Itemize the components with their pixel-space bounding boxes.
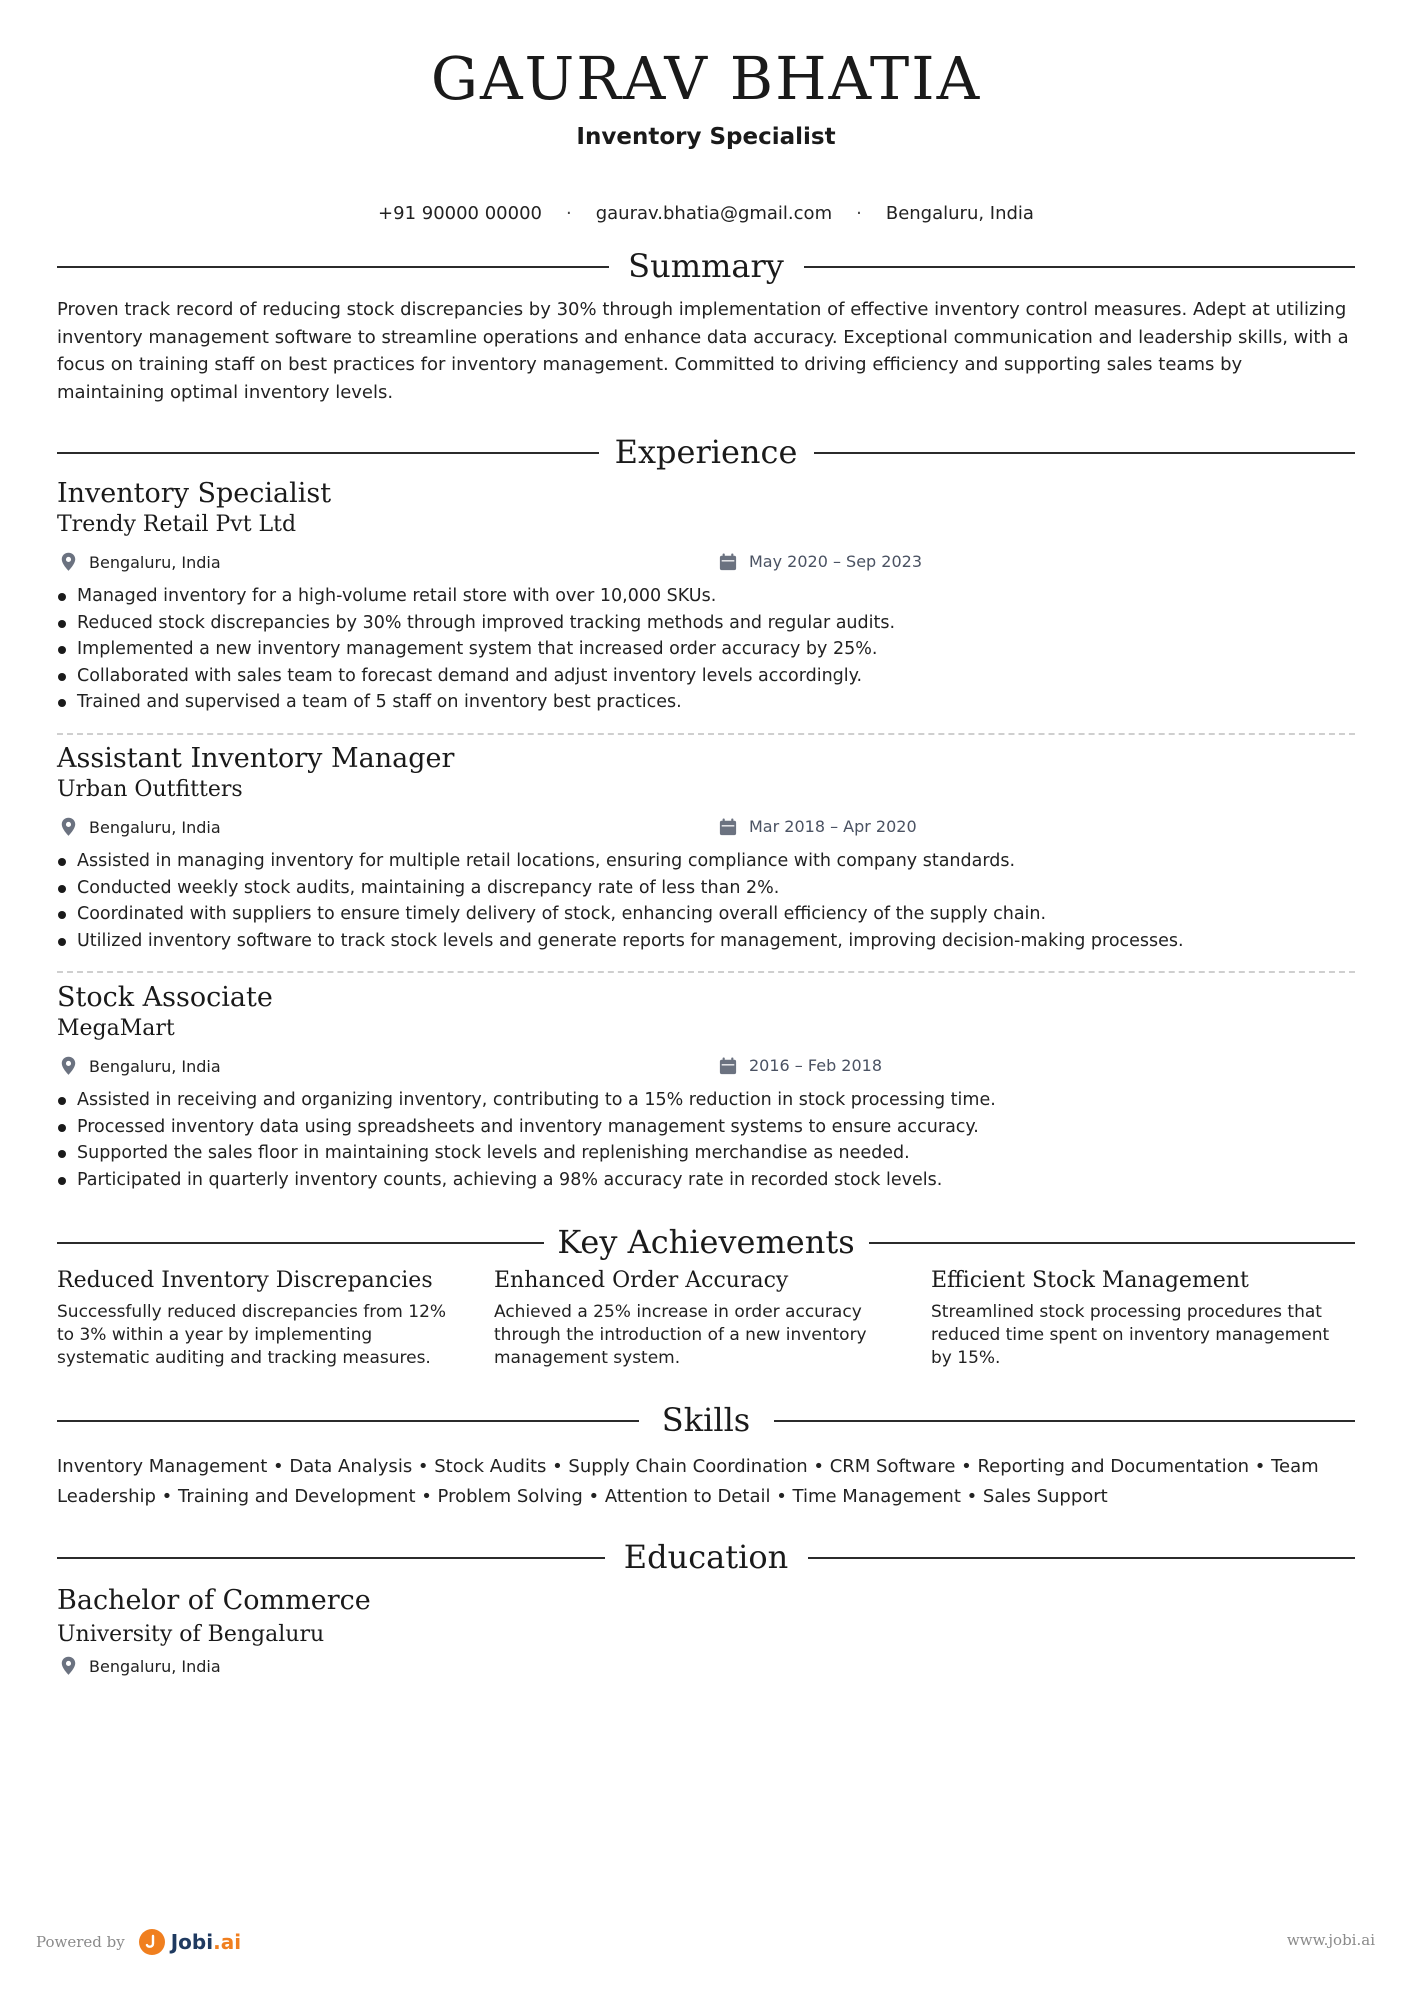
job-location-text: Bengaluru, India xyxy=(89,817,221,837)
email[interactable]: gaurav.bhatia@gmail.com xyxy=(595,203,833,224)
jobi-logo-mark xyxy=(144,1934,160,1950)
summary-text: Proven track record of reducing stock discrepancies by 30% through implementation of effective inventory control measures. Adept at utilizing inventory management software to streamline operations and enhance data accuracy. Exceptional communication and leadership skills, with a focus on training staff on best practices for inventory management. Committed to driving efficiency and supporting sales teams by maintaining optimal inventory levels. xyxy=(57,299,1349,403)
job-location xyxy=(60,1056,221,1076)
achievement-desc: Successfully reduced discrepancies from 12% to 3% within a year by implementing systematic auditing and tracking measures. xyxy=(57,1302,447,1368)
experience-item xyxy=(57,478,1355,716)
calendar-icon xyxy=(719,1057,737,1075)
contact-separator: · xyxy=(565,203,572,224)
jobi-logo-icon xyxy=(139,1929,165,1955)
section-header-achievements xyxy=(57,1222,1355,1262)
brand-main: Jobi xyxy=(170,1930,214,1954)
list-item: Collaborated with sales team to forecast demand and adjust inventory levels accordingly. xyxy=(57,663,1355,690)
location-pin-icon xyxy=(60,552,77,572)
job-company: Trendy Retail Pvt Ltd xyxy=(57,512,297,537)
achievement-title: Enhanced Order Accuracy xyxy=(494,1268,789,1293)
job-bullets xyxy=(57,848,1355,954)
education-location xyxy=(60,1656,221,1676)
list-item: Supported the sales floor in maintaining stock levels and replenishing merchandise as needed. xyxy=(57,1140,1355,1167)
calendar-icon xyxy=(719,818,737,836)
achievement-desc: Achieved a 25% increase in order accuracy through the introduction of a new inventory management system. xyxy=(494,1302,867,1368)
achievement-item xyxy=(931,1266,1341,1370)
footer-url[interactable]: www.jobi.ai xyxy=(1286,1931,1375,1949)
achievement-desc: Streamlined stock processing procedures that reduced time spent on inventory management by 15%. xyxy=(931,1302,1330,1368)
list-item: Assisted in managing inventory for multiple retail locations, ensuring compliance with company standards. xyxy=(57,848,1355,875)
job-meta xyxy=(57,552,1355,578)
location-pin-icon xyxy=(60,1656,77,1676)
list-item: Reduced stock discrepancies by 30% through improved tracking methods and regular audits. xyxy=(57,610,1355,637)
job-bullets xyxy=(57,1087,1355,1193)
education-location-text: Bengaluru, India xyxy=(89,1656,221,1676)
education-meta xyxy=(57,1656,1355,1682)
section-rule xyxy=(808,1557,1355,1559)
candidate-name: GAURAV BHATIA xyxy=(430,44,982,113)
job-company: Urban Outfitters xyxy=(57,777,243,802)
job-meta xyxy=(57,817,1355,843)
section-title: Skills xyxy=(661,1401,751,1439)
section-header-skills xyxy=(57,1400,1355,1440)
location: Bengaluru, India xyxy=(885,203,1034,224)
location-pin-icon xyxy=(60,1056,77,1076)
jobi-logo-text xyxy=(171,1930,241,1954)
achievement-title: Reduced Inventory Discrepancies xyxy=(57,1268,433,1293)
phone: +91 90000 00000 xyxy=(378,203,542,224)
list-item: Conducted weekly stock audits, maintaining a discrepancy rate of less than 2%. xyxy=(57,875,1355,902)
job-meta xyxy=(57,1056,1355,1082)
list-item: Implemented a new inventory management system that increased order accuracy by 25%. xyxy=(57,636,1355,663)
brand-suffix: .ai xyxy=(213,1930,242,1954)
list-item: Trained and supervised a team of 5 staff on inventory best practices. xyxy=(57,689,1355,716)
job-title: Inventory Specialist xyxy=(57,478,332,509)
job-location xyxy=(60,817,221,837)
skills-text: Inventory Management • Data Analysis • Stock Audits • Supply Chain Coordination • CRM Software • Reporting and Documentation • Team Leadership • Training and Development • Problem Solving • Attention to Detail • Time Management • Sales Support xyxy=(57,1456,1319,1507)
experience-item xyxy=(57,743,1355,954)
section-rule xyxy=(804,266,1355,268)
job-title: Assistant Inventory Manager xyxy=(57,743,455,774)
section-header-summary xyxy=(57,246,1355,286)
calendar-icon xyxy=(719,553,737,571)
job-dates-text: May 2020 – Sep 2023 xyxy=(749,552,923,571)
list-item: Assisted in receiving and organizing inventory, contributing to a 15% reduction in stock processing time. xyxy=(57,1087,1355,1114)
list-item: Managed inventory for a high-volume retail store with over 10,000 SKUs. xyxy=(57,583,1355,610)
list-item: Participated in quarterly inventory counts, achieving a 98% accuracy rate in recorded stock levels. xyxy=(57,1167,1355,1194)
powered-by-label: Powered by xyxy=(36,1933,125,1951)
job-divider xyxy=(57,971,1355,973)
job-title: Stock Associate xyxy=(57,982,273,1013)
section-header-experience xyxy=(57,432,1355,472)
experience-item xyxy=(57,982,1355,1193)
section-title: Key Achievements xyxy=(557,1223,855,1261)
job-dates-text: 2016 – Feb 2018 xyxy=(749,1056,883,1075)
candidate-role: Inventory Specialist xyxy=(576,124,836,150)
job-dates xyxy=(719,552,922,571)
job-location-text: Bengaluru, India xyxy=(89,1056,221,1076)
job-divider xyxy=(57,733,1355,735)
location-pin-icon xyxy=(60,817,77,837)
section-rule xyxy=(774,1420,1355,1422)
list-item: Coordinated with suppliers to ensure timely delivery of stock, enhancing overall efficiency of the supply chain. xyxy=(57,901,1355,928)
job-location-text: Bengaluru, India xyxy=(89,552,221,572)
contact-separator: · xyxy=(856,203,862,224)
section-title: Education xyxy=(623,1538,789,1576)
section-rule xyxy=(869,1242,1355,1244)
achievement-item xyxy=(57,1266,467,1370)
section-title: Summary xyxy=(628,247,784,285)
contact-line xyxy=(57,202,1355,226)
achievement-item xyxy=(494,1266,904,1370)
job-bullets xyxy=(57,583,1355,716)
section-header-education xyxy=(57,1537,1355,1577)
list-item: Processed inventory data using spreadsheets and inventory management systems to ensure accuracy. xyxy=(57,1114,1355,1141)
job-dates xyxy=(719,1056,882,1075)
school: University of Bengaluru xyxy=(57,1622,325,1647)
section-rule xyxy=(814,452,1355,454)
list-item: Utilized inventory software to track stock levels and generate reports for management, improving decision-making processes. xyxy=(57,928,1355,955)
degree: Bachelor of Commerce xyxy=(57,1585,371,1616)
powered-by[interactable] xyxy=(36,1929,241,1955)
job-dates-text: Mar 2018 – Apr 2020 xyxy=(749,817,917,836)
job-location xyxy=(60,552,221,572)
job-dates xyxy=(719,817,917,836)
achievement-title: Efficient Stock Management xyxy=(931,1268,1249,1293)
section-title: Experience xyxy=(614,433,798,471)
job-company: MegaMart xyxy=(57,1016,175,1041)
education-item xyxy=(57,1584,1355,1682)
